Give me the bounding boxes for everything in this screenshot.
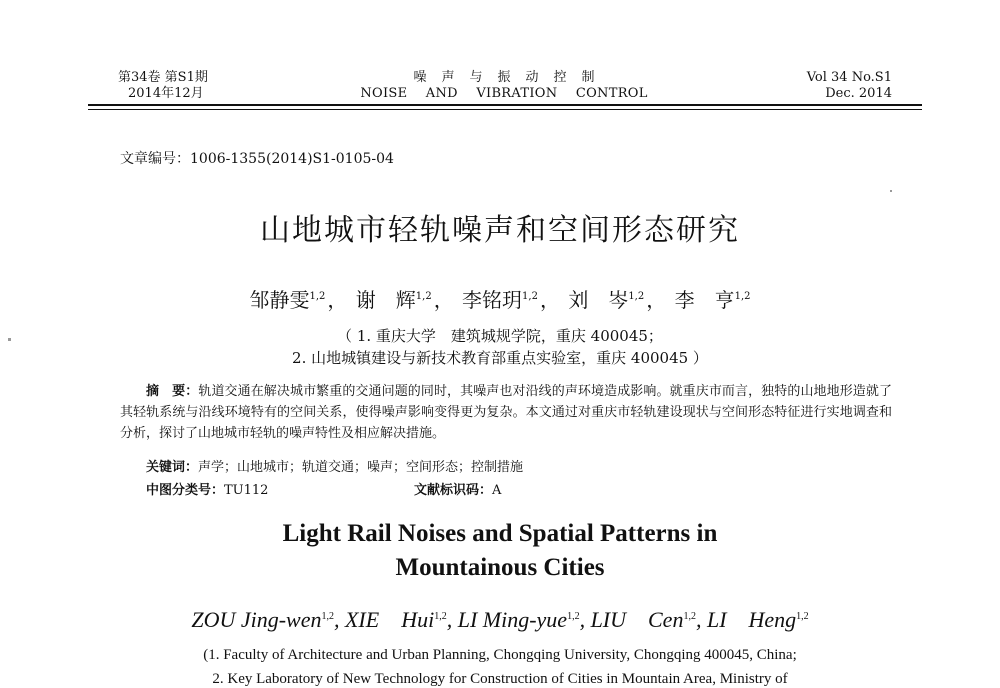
- classification-number: [146, 479, 268, 498]
- affiliation-en-2: 2. Key Laboratory of New Technology for Construction of Cities in Mountain Area, Ministry of: [212, 671, 788, 687]
- author-cn: 邹静雯$^{1,2}$: [249, 288, 326, 312]
- author-en: ZOU Jing-wen$^{1,2}$: [191, 607, 334, 632]
- title-en: [0, 517, 1000, 585]
- title-en-line2: Mountainous Cities: [395, 554, 605, 581]
- abstract-label: 摘 要：: [146, 384, 199, 399]
- author-cn: 李 亨$^{1,2}$: [674, 288, 751, 312]
- document-code-label: 文献标识码：: [414, 483, 493, 498]
- author-cn: 李铭玥$^{1,2}$: [462, 288, 538, 312]
- keywords-text: 声学；山地城市；轨道交通；噪声；空间形态；控制措施: [198, 460, 524, 475]
- volume-cn: 第34卷 第S1期: [118, 70, 208, 85]
- affiliation-en-1: (1. Faculty of Architecture and Urban Planning, Chongqing University, Chongqing 400045, China;: [203, 647, 797, 663]
- classification-value: TU112: [224, 483, 269, 498]
- author-en: LIU Cen$^{1,2}$: [590, 607, 696, 632]
- author-en: LI Ming-yue$^{1,2}$: [457, 607, 580, 632]
- volume-en: Vol 34 No.S1: [806, 70, 892, 85]
- scan-speck: [890, 190, 892, 192]
- title-en-line1: Light Rail Noises and Spatial Patterns in: [282, 520, 718, 547]
- header-issue-info: [807, 70, 892, 102]
- date-en: Dec. 2014: [825, 86, 892, 101]
- header-volume-info: [118, 70, 208, 102]
- document-code-value: A: [492, 483, 502, 498]
- authors-en: ZOU Jing-wen$^{1,2}$, XIE Hui$^{1,2}$, LI Ming-yue$^{1,2}$, LIU Cen$^{1,2}$, LI Heng$^{1,2}$: [191, 607, 809, 632]
- document-code: [414, 479, 501, 498]
- article-id: 文章编号：1006-1355(2014)S1-0105-04: [120, 151, 394, 167]
- abstract-text: 轨道交通在解决城市繁重的交通问题的同时，其噪声也对沿线的声环境造成影响。就重庆市而言，独特的山地地形造就了其轻轨系统与沿线环境特有的空间关系，使得噪声影响变得更为复杂。本文通过对重庆市轻轨建设现状与空间形态特征进行实地调查和分析，探讨了山地城市轻轨的噪声特性及相应解决措施。: [120, 384, 892, 441]
- journal-name-cn: 噪声与振动控制: [413, 70, 610, 85]
- header-rule-thin: [88, 109, 922, 110]
- classification-label: 中图分类号：: [146, 483, 225, 498]
- title-cn: 山地城市轻轨噪声和空间形态研究: [260, 213, 740, 248]
- header-rule-thick: [88, 104, 922, 106]
- affiliation-cn-1: （ 1. 重庆大学 建筑城规学院，重庆 400045；: [337, 327, 663, 345]
- author-en: LI Heng$^{1,2}$: [706, 607, 809, 632]
- keywords-label: 关键词：: [146, 460, 199, 475]
- header-journal-name: [344, 70, 664, 102]
- scan-speck: [8, 338, 11, 341]
- abstract: [120, 381, 892, 444]
- author-cn: 刘 岑$^{1,2}$: [568, 288, 645, 312]
- author-en: XIE Hui$^{1,2}$: [344, 607, 447, 632]
- date-cn: 2014年12月: [128, 86, 204, 101]
- affiliation-cn-2: 2. 山地城镇建设与新技术教育部重点实验室，重庆 400045 ）: [292, 349, 708, 367]
- journal-name-en: NOISE AND VIBRATION CONTROL: [360, 86, 648, 101]
- author-cn: 谢 辉$^{1,2}$: [355, 288, 432, 312]
- keywords: [146, 456, 523, 475]
- authors-cn: 邹静雯$^{1,2}$ ， 谢 辉$^{1,2}$ ， 李铭玥$^{1,2}$ ， 刘 岑$^{1,2}$ ， 李 亨$^{1,2}$: [249, 288, 751, 312]
